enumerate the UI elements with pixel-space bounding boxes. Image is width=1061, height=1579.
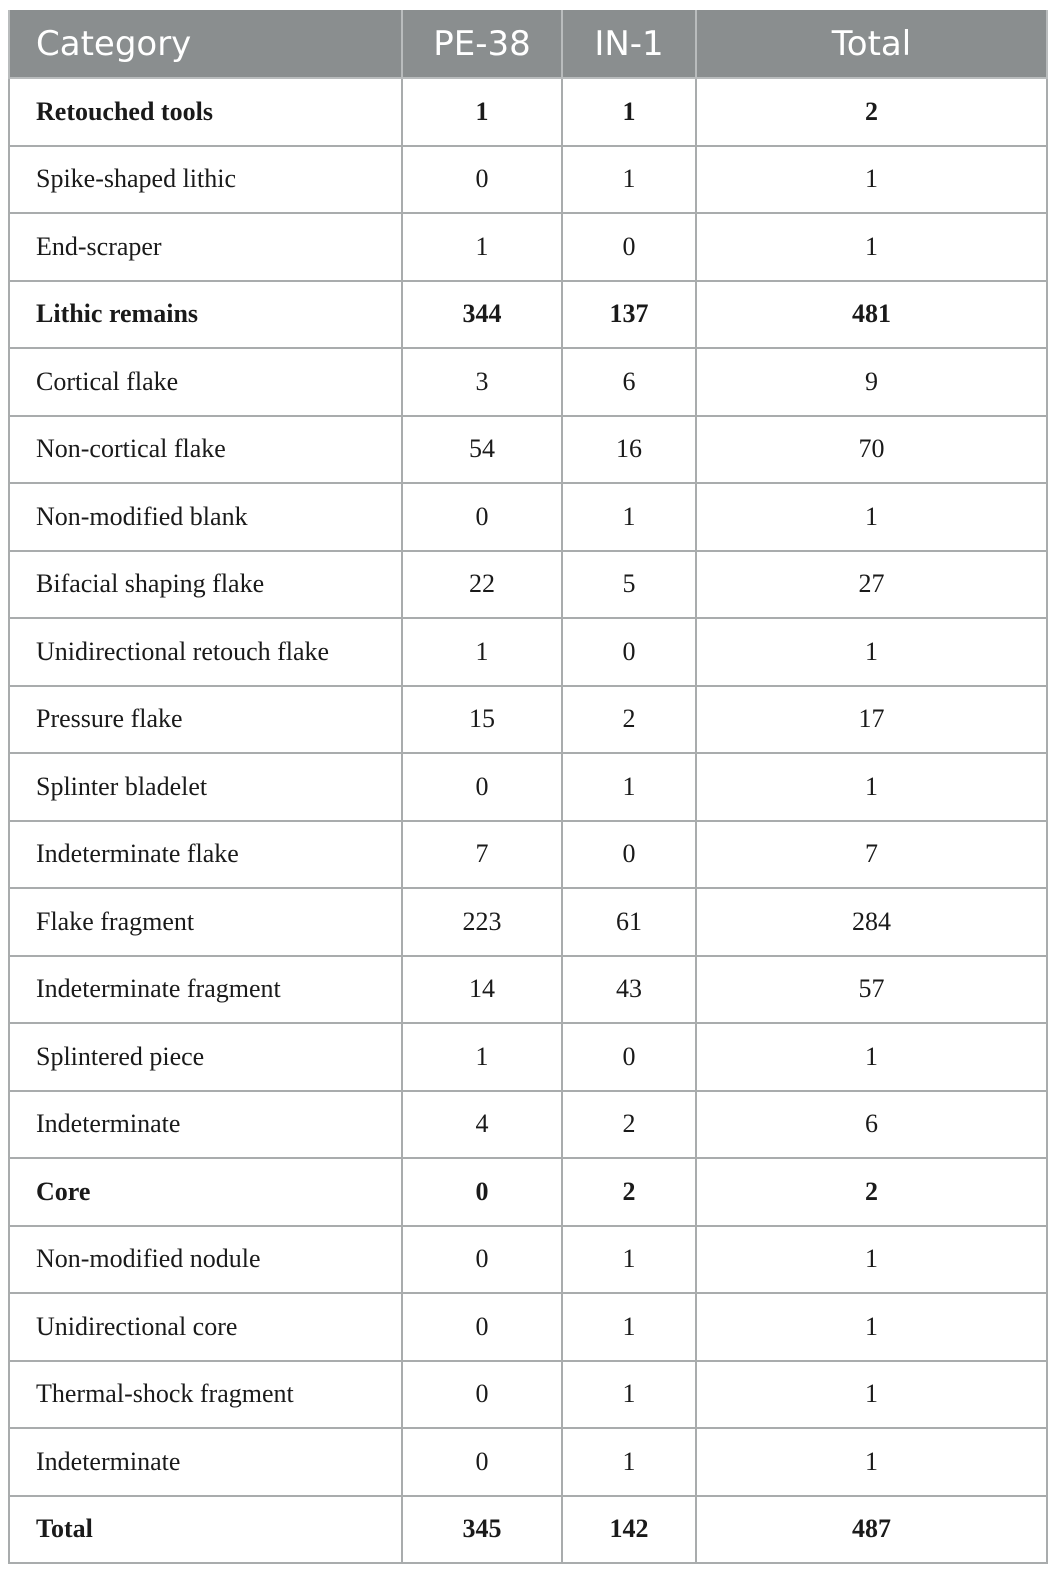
category-cell: Splinter bladelet [9,753,402,821]
in1-cell: 1 [562,483,696,551]
table-row [9,146,1047,214]
total-cell: 9 [696,348,1047,416]
category-cell: Splintered piece [9,1023,402,1091]
total-cell: 481 [696,281,1047,349]
in1-cell: 0 [562,1023,696,1091]
total-cell: 2 [696,1158,1047,1226]
total-cell: 17 [696,686,1047,754]
table-row [9,753,1047,821]
pe38-cell: 7 [402,821,562,889]
total-cell: 1 [696,1226,1047,1294]
total-cell: 6 [696,1091,1047,1159]
total-cell: 57 [696,956,1047,1024]
table-row [9,1361,1047,1429]
total-cell: 1 [696,1361,1047,1429]
table-row [9,821,1047,889]
in1-cell: 1 [562,146,696,214]
table-row [9,618,1047,686]
table-row [9,1226,1047,1294]
pe38-cell: 15 [402,686,562,754]
category-cell: Bifacial shaping flake [9,551,402,619]
table-row [9,1158,1047,1226]
pe38-cell: 0 [402,1428,562,1496]
category-cell: Thermal-shock fragment [9,1361,402,1429]
table-row [9,416,1047,484]
category-cell: Cortical flake [9,348,402,416]
in1-cell: 2 [562,1091,696,1159]
category-cell: Indeterminate [9,1428,402,1496]
total-cell: 1 [696,1293,1047,1361]
pe38-cell: 345 [402,1496,562,1564]
in1-cell: 0 [562,821,696,889]
category-cell: Unidirectional retouch flake [9,618,402,686]
pe38-cell: 54 [402,416,562,484]
pe38-cell: 1 [402,78,562,146]
category-cell: Total [9,1496,402,1564]
pe38-cell: 0 [402,1293,562,1361]
category-cell: Core [9,1158,402,1226]
pe38-cell: 344 [402,281,562,349]
category-cell: End-scraper [9,213,402,281]
category-cell: Indeterminate [9,1091,402,1159]
header-pe38: PE-38 [402,10,562,78]
table-row [9,956,1047,1024]
table-row [9,686,1047,754]
in1-cell: 1 [562,1293,696,1361]
in1-cell: 16 [562,416,696,484]
table-body [9,78,1047,1563]
header-in1: IN-1 [562,10,696,78]
in1-cell: 61 [562,888,696,956]
in1-cell: 2 [562,1158,696,1226]
category-cell: Unidirectional core [9,1293,402,1361]
table-row [9,551,1047,619]
table-row [9,1091,1047,1159]
in1-cell: 43 [562,956,696,1024]
category-cell: Flake fragment [9,888,402,956]
in1-cell: 6 [562,348,696,416]
pe38-cell: 14 [402,956,562,1024]
pe38-cell: 0 [402,1226,562,1294]
in1-cell: 1 [562,1361,696,1429]
total-cell: 7 [696,821,1047,889]
pe38-cell: 1 [402,618,562,686]
pe38-cell: 223 [402,888,562,956]
table-container [8,10,1046,1564]
in1-cell: 142 [562,1496,696,1564]
category-cell: Lithic remains [9,281,402,349]
category-cell: Non-modified nodule [9,1226,402,1294]
pe38-cell: 0 [402,1361,562,1429]
in1-cell: 5 [562,551,696,619]
category-cell: Indeterminate flake [9,821,402,889]
total-cell: 1 [696,146,1047,214]
total-cell: 1 [696,618,1047,686]
table-row [9,213,1047,281]
table-row [9,348,1047,416]
table-row [9,888,1047,956]
table-header [9,10,1047,78]
pe38-cell: 1 [402,1023,562,1091]
table-row [9,78,1047,146]
total-cell: 70 [696,416,1047,484]
header-row [9,10,1047,78]
category-cell: Non-cortical flake [9,416,402,484]
in1-cell: 1 [562,753,696,821]
category-cell: Pressure flake [9,686,402,754]
category-cell: Spike-shaped lithic [9,146,402,214]
total-cell: 27 [696,551,1047,619]
in1-cell: 1 [562,1428,696,1496]
in1-cell: 0 [562,213,696,281]
table-row [9,281,1047,349]
table-row [9,1496,1047,1564]
category-cell: Retouched tools [9,78,402,146]
table-row [9,1428,1047,1496]
table-row [9,483,1047,551]
table-row [9,1023,1047,1091]
pe38-cell: 22 [402,551,562,619]
header-total: Total [696,10,1047,78]
in1-cell: 1 [562,78,696,146]
table-row [9,1293,1047,1361]
lithic-category-table [8,10,1048,1564]
total-cell: 487 [696,1496,1047,1564]
pe38-cell: 1 [402,213,562,281]
total-cell: 1 [696,213,1047,281]
in1-cell: 0 [562,618,696,686]
total-cell: 1 [696,1428,1047,1496]
in1-cell: 1 [562,1226,696,1294]
pe38-cell: 4 [402,1091,562,1159]
total-cell: 1 [696,753,1047,821]
in1-cell: 137 [562,281,696,349]
pe38-cell: 0 [402,1158,562,1226]
pe38-cell: 0 [402,753,562,821]
total-cell: 2 [696,78,1047,146]
pe38-cell: 0 [402,146,562,214]
category-cell: Indeterminate fragment [9,956,402,1024]
pe38-cell: 0 [402,483,562,551]
total-cell: 1 [696,483,1047,551]
total-cell: 1 [696,1023,1047,1091]
in1-cell: 2 [562,686,696,754]
category-cell: Non-modified blank [9,483,402,551]
total-cell: 284 [696,888,1047,956]
header-category: Category [9,10,402,78]
pe38-cell: 3 [402,348,562,416]
